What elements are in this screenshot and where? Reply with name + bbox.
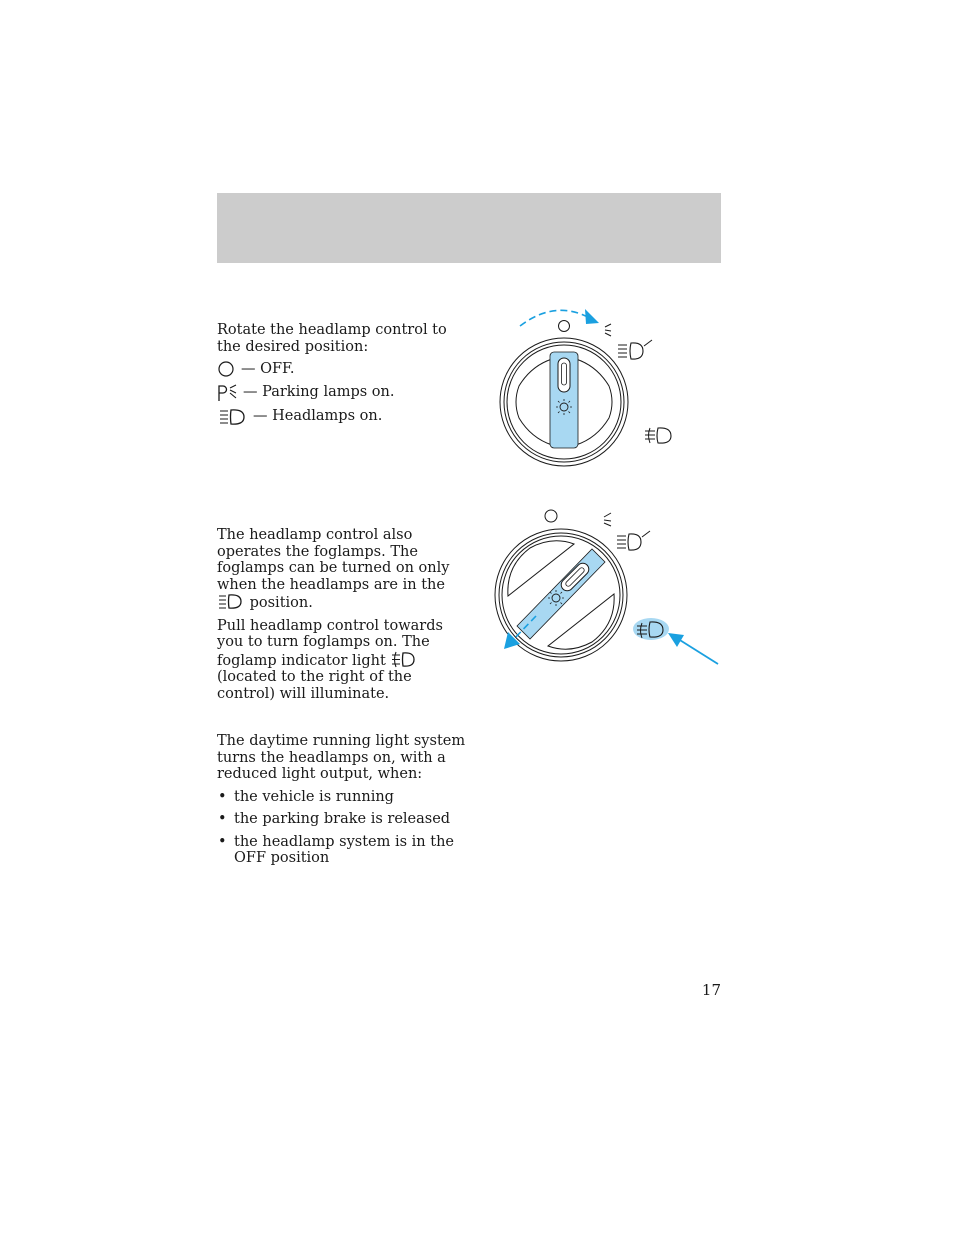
foglamps-para-2-end: (located to the right of the control) will illuminate.: [217, 669, 412, 702]
foglamps-para-2-text: Pull headlamp control towards you to turn foglamps on. The foglamp indicator light: [217, 617, 443, 669]
headlamp-control-text: [217, 322, 467, 432]
parking-lamps-icon: [605, 324, 611, 336]
section-header-band: [217, 193, 721, 263]
position-headlamps-label: — Headlamps on.: [253, 408, 383, 425]
drl-conditions-list: [217, 789, 467, 867]
list-item-text: the parking brake is released: [234, 811, 451, 827]
list-item: [217, 834, 467, 867]
page-number: 17: [701, 981, 721, 999]
headlamps-icon: [618, 340, 652, 359]
list-item: [217, 811, 467, 828]
position-parking-row: [217, 384, 467, 402]
parking-lamps-icon: [604, 513, 611, 526]
position-off-label: — OFF.: [241, 361, 295, 377]
bullet-dot-icon: •: [218, 788, 227, 805]
position-headlamps-row: [217, 408, 467, 426]
position-off-row: [217, 361, 467, 378]
foglamps-icon: [645, 428, 671, 443]
off-circle-icon: [545, 510, 557, 522]
headlamps-icon: [217, 593, 245, 610]
foglamp-pull-figure: [490, 500, 725, 675]
foglamp-indicator-icon: [390, 651, 416, 668]
indicator-arrowhead: [668, 633, 684, 647]
foglamps-para-1-text: The headlamp control also operates the foglamps. The foglamps can be turned on only when the headlamps are in the: [217, 527, 450, 593]
list-item-text: the vehicle is running: [234, 788, 394, 805]
bullet-dot-icon: •: [218, 811, 227, 827]
list-item: [217, 789, 467, 806]
rotate-arrowhead: [585, 309, 599, 324]
foglamps-para-1-end: position.: [249, 595, 313, 611]
drl-text: [217, 733, 467, 873]
foglamps-para-2: [217, 618, 467, 703]
bullet-dot-icon: •: [218, 833, 227, 850]
foglamp-indicator-lit: [633, 618, 669, 640]
foglamps-text: [217, 527, 467, 708]
headlamp-rotate-figure: [495, 300, 695, 470]
foglamps-para-1: [217, 527, 467, 612]
headlamp-control-knob[interactable]: [500, 338, 628, 466]
position-parking-label: — Parking lamps on.: [243, 384, 395, 401]
list-item-text: the headlamp system is in the OFF position: [234, 833, 454, 866]
drl-intro: The daytime running light system turns the headlamps on, with a reduced light output, when:: [217, 733, 466, 782]
headlamps-icon: [617, 531, 650, 550]
off-circle-icon: [559, 321, 570, 332]
headlamp-intro: Rotate the headlamp control to the desired position:: [217, 322, 447, 355]
parking-lamps-icon: [217, 384, 239, 402]
off-circle-icon: [217, 361, 237, 377]
headlamps-icon: [217, 408, 249, 426]
rotate-arrow: [520, 310, 593, 326]
indicator-arrow: [675, 637, 718, 664]
